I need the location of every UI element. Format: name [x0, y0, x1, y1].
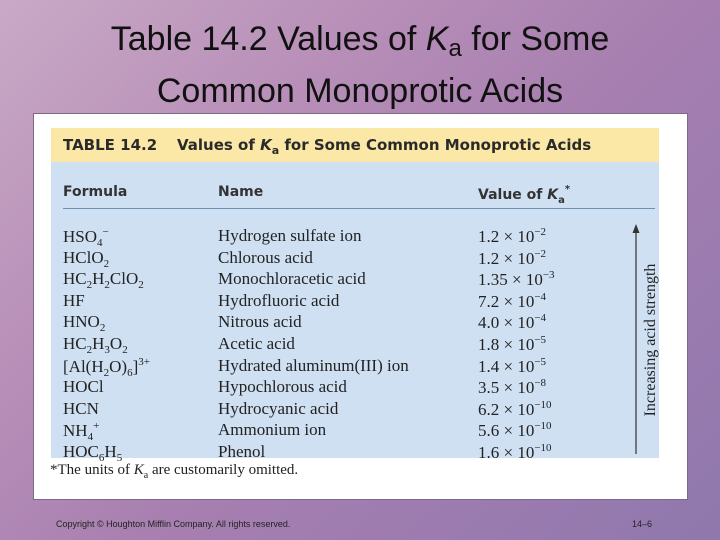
ka-exponent: −10 — [534, 442, 552, 454]
strength-arrow-head — [633, 224, 640, 233]
times-ten: × 10 — [503, 248, 535, 268]
name-cell: Ammonium ion — [218, 420, 327, 440]
table-caption — [51, 128, 659, 162]
formula-cell — [63, 442, 122, 464]
ka-exponent: −10 — [534, 420, 552, 433]
formula-part: 4 — [97, 237, 103, 249]
slide-title-line1 — [0, 18, 720, 70]
formula-part: 6 — [98, 452, 105, 464]
formula-part: 2 — [103, 366, 110, 379]
formula-part: − — [102, 226, 109, 238]
times-ten: × 10 — [503, 356, 535, 376]
formula-cell — [63, 226, 109, 249]
table-footnote — [50, 462, 298, 481]
formula-cell — [63, 312, 105, 334]
formula-part: 2 — [103, 257, 110, 270]
formula-part: HOC — [63, 442, 99, 461]
ka-mantissa: 3.5 — [478, 378, 500, 398]
table-row — [51, 269, 659, 290]
footnote-prefix: *The units of — [50, 462, 134, 478]
ka-mantissa: 6.2 — [478, 399, 500, 419]
ka-value-cell — [478, 377, 546, 398]
caption-k-symbol: K — [260, 136, 272, 154]
ka-value-cell — [478, 442, 552, 463]
formula-part: + — [93, 420, 100, 433]
formula-part: 2 — [122, 344, 128, 356]
ka-exponent: −5 — [534, 334, 547, 346]
formula-part: O — [109, 334, 123, 353]
formula-part: ] — [132, 356, 139, 376]
ka-value-cell — [478, 399, 552, 420]
header-formula: Formula — [63, 184, 128, 200]
ka-exponent: −10 — [534, 398, 552, 411]
table-row — [51, 356, 659, 377]
formula-part: H — [92, 269, 105, 289]
table-panel — [33, 113, 688, 500]
table-caption-number: TABLE 14.2 — [63, 136, 158, 154]
table-row — [51, 312, 659, 333]
table-row — [51, 377, 659, 398]
ka-exponent: −3 — [542, 269, 555, 282]
formula-part: HNO — [63, 312, 100, 332]
ka-exponent: −2 — [534, 226, 547, 238]
formula-part: 2 — [99, 322, 106, 335]
ka-value-cell — [478, 226, 546, 247]
formula-cell — [63, 269, 144, 291]
table-row — [51, 442, 659, 463]
formula-part: HCN — [63, 398, 99, 418]
header-a-subscript: a — [558, 195, 565, 206]
formula-part: 2 — [86, 344, 93, 356]
table-row — [51, 334, 659, 355]
header-asterisk: * — [564, 184, 571, 195]
ka-value-cell — [478, 356, 546, 377]
formula-part: [Al(H — [63, 356, 104, 376]
formula-part: HC — [63, 269, 87, 289]
times-ten: × 10 — [503, 378, 535, 398]
formula-part: NH — [63, 421, 88, 441]
name-cell: Hydrated aluminum(III) ion — [218, 355, 409, 375]
times-ten: × 10 — [503, 421, 535, 441]
name-cell: Hypochlorous acid — [218, 377, 347, 397]
ka-value-cell — [478, 420, 552, 441]
ka-mantissa: 1.8 — [478, 335, 500, 354]
table-caption-text — [177, 128, 591, 168]
formula-cell — [63, 356, 150, 379]
times-ten: × 10 — [503, 291, 535, 311]
formula-cell — [63, 420, 99, 443]
table-row — [51, 420, 659, 444]
formula-part: O) — [109, 356, 128, 376]
formula-cell — [63, 334, 128, 356]
formula-part: 2 — [104, 279, 110, 292]
formula-cell — [63, 399, 99, 419]
ka-exponent: −2 — [534, 247, 547, 260]
times-ten: × 10 — [503, 443, 535, 462]
formula-part: HSO — [63, 227, 98, 246]
times-ten: × 10 — [503, 399, 535, 419]
formula-part: ClO — [109, 269, 139, 289]
times-ten: × 10 — [503, 335, 535, 354]
ka-value-cell — [478, 334, 546, 355]
name-cell: Nitrous acid — [218, 312, 302, 332]
ka-exponent: −4 — [534, 312, 547, 325]
copyright-notice: Copyright © Houghton Mifflin Company. All rights reserved. — [56, 519, 291, 529]
title-suffix: for Some — [461, 20, 610, 58]
table-row — [51, 399, 659, 420]
formula-part: HOCl — [63, 377, 104, 397]
formula-part: 6 — [127, 366, 133, 379]
times-ten: × 10 — [503, 227, 535, 246]
name-cell: Acetic acid — [218, 334, 295, 353]
caption-suffix: for Some Common Monoprotic Acids — [279, 136, 592, 154]
formula-part: HC — [63, 334, 87, 353]
ka-value-cell — [478, 291, 546, 312]
formula-cell — [63, 248, 109, 270]
formula-part: 2 — [86, 279, 93, 292]
ka-exponent: −8 — [534, 377, 547, 390]
name-cell: Hydrocyanic acid — [218, 398, 339, 418]
ka-mantissa: 1.6 — [478, 443, 500, 462]
formula-part: 3+ — [138, 355, 150, 368]
header-k-symbol: K — [547, 187, 559, 203]
ka-mantissa: 7.2 — [478, 291, 500, 311]
times-ten: × 10 — [512, 270, 543, 290]
slide-title-line2: Common Monoprotic Acids — [156, 72, 564, 110]
ka-mantissa: 1.35 — [478, 270, 508, 290]
formula-part: 5 — [116, 452, 123, 464]
ka-mantissa: 5.6 — [478, 421, 500, 441]
table-row — [51, 226, 659, 247]
title-k-symbol: K — [425, 20, 449, 58]
name-cell: Phenol — [218, 442, 266, 461]
ka-table — [51, 128, 659, 464]
footnote-suffix: are customarily omitted. — [148, 462, 299, 478]
footnote-k-symbol: K — [133, 462, 144, 478]
ka-mantissa: 1.2 — [478, 248, 500, 268]
caption-a-subscript: a — [271, 144, 280, 157]
formula-part: 2 — [138, 279, 144, 292]
page-number: 14–6 — [632, 519, 653, 529]
title-prefix: Table 14.2 Values of — [110, 20, 426, 58]
name-cell: Hydrofluoric acid — [218, 290, 340, 310]
acid-strength-indicator — [629, 224, 669, 456]
title-a-subscript: a — [448, 35, 462, 62]
times-ten: × 10 — [503, 313, 535, 333]
formula-cell — [63, 377, 104, 397]
name-cell: Hydrogen sulfate ion — [218, 226, 362, 245]
formula-part: H — [104, 442, 117, 461]
formula-part: 3 — [104, 344, 110, 356]
ka-value-cell — [478, 269, 555, 290]
name-cell: Monochloracetic acid — [218, 269, 366, 289]
name-cell: Chlorous acid — [218, 247, 313, 267]
formula-part: HF — [63, 290, 85, 310]
formula-cell — [63, 291, 85, 311]
header-divider — [63, 208, 655, 209]
header-name: Name — [218, 184, 264, 200]
table-row — [51, 291, 659, 312]
ka-exponent: −5 — [534, 355, 547, 368]
caption-prefix: Values of — [177, 136, 261, 154]
footnote-a-subscript: a — [143, 470, 149, 481]
formula-part: HClO — [63, 247, 104, 267]
ka-mantissa: 4.0 — [478, 313, 500, 333]
header-value — [478, 184, 570, 206]
ka-value-cell — [478, 248, 546, 269]
formula-part: 4 — [87, 431, 94, 444]
slide-title — [0, 18, 720, 112]
ka-mantissa: 1.4 — [478, 356, 500, 376]
table-row — [51, 248, 659, 269]
strength-label: Increasing acid strength — [642, 263, 659, 417]
formula-part: H — [92, 334, 105, 353]
ka-mantissa: 1.2 — [478, 227, 500, 246]
header-value-prefix: Value of — [478, 187, 548, 203]
ka-exponent: −4 — [534, 290, 547, 303]
ka-value-cell — [478, 312, 546, 333]
